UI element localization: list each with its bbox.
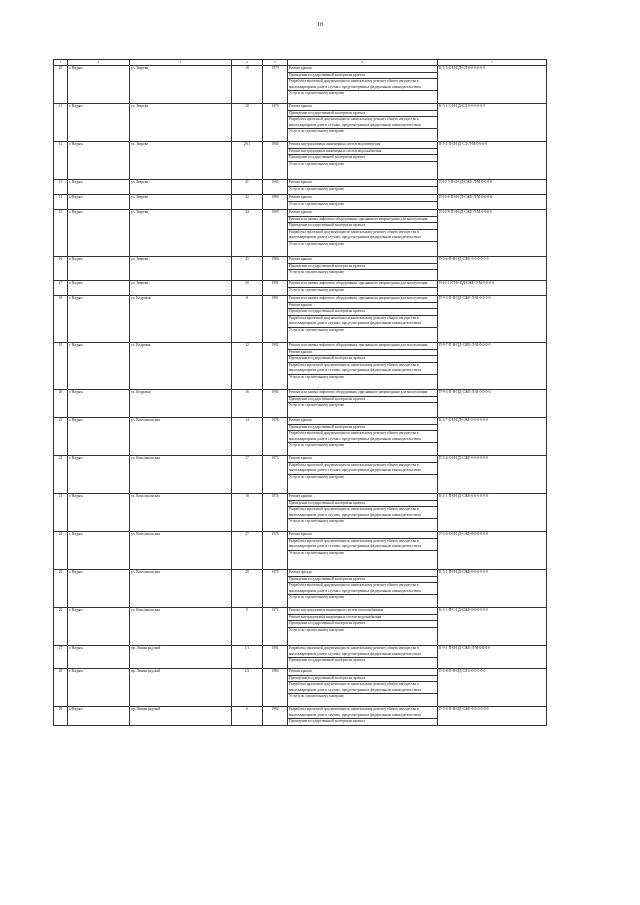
work-item: Услуги по строительному контролю [289,595,345,599]
work-item: Ремонт крыши [288,456,437,463]
works-cell [288,532,438,570]
work-item: Ремонт крыши [288,104,437,111]
works-cell [288,456,438,494]
work-item: Услуги по строительному контролю [289,201,345,206]
table-row [54,210,547,257]
work-item: Разработка проектной документации по капитальному ремонту общего имущества в многоквартирном доме в случаях, предусмотренных федеральным законодательством [288,507,437,519]
house-cell: 18 [232,66,263,104]
table-row [54,608,547,646]
street-cell: ул. Зверева [130,180,232,195]
code-cell: К-4-1-П-Н-ЦД-СЖЕ-0-0-0-0-0-0 [438,494,547,532]
work-item: Ремонт или замена лифтового оборудования, признанного непригодным для эксплуатации [288,343,437,350]
city-cell: г. Надым [68,456,130,494]
code-cell: К-4-7-С-Н-ЦД-СЖЕ-0-0-0-0-0-0 [438,418,547,456]
city-cell: г. Надым [68,142,130,180]
work-item: Разработка проектной документации по капитальному ремонту общего имущества в многоквартирном доме в случаях, предусмотренных федеральным законодательством [288,230,437,242]
works-cell [288,570,438,608]
row-number: 23 [54,494,68,532]
work-item: Разработка проектной документации по капитальному ремонту общего имущества в многоквартирном доме в случаях, предусмотренных федеральным законодательством [288,682,437,694]
row-number: 27 [54,646,68,669]
work-item: Ремонт крыши [288,303,437,310]
table-row [54,195,547,210]
code-cell: П-10-11-П-Н-ЦД-СЖЕ-Л-М-0-0-0-0 [438,281,547,296]
work-item: Ремонт крыши [288,195,437,202]
code-cell: П-9-7-П-Н-ЦД-СЖЕ-Л-М-0-0-0-0 [438,343,547,390]
work-item: Ремонт фасада [288,570,437,577]
city-cell: г. Надым [68,494,130,532]
code-cell: П-9-3-П-Н-ЦД-СЖЕ-Л-М-0-0-0-0 [438,296,547,343]
street-cell: ул. Зверева [130,104,232,142]
house-cell: 1/1 [232,646,263,669]
works-cell [288,281,438,296]
work-item: Ремонт внутридомовых инженерных систем теплоснабжения [288,608,437,615]
work-item: Ремонт внутридомовых инженерных систем водоснабжения [288,615,437,622]
city-cell: г. Надым [68,608,130,646]
row-number: 18 [54,296,68,343]
table-row [54,343,547,390]
house-cell: 28 [232,104,263,142]
year-cell: 1985 [263,180,288,195]
work-item: Проведение государственной экспертизы проекта [288,309,437,316]
street-cell: ул. Кедровая [130,296,232,343]
house-cell: 12 [232,343,263,390]
city-cell: г. Надым [68,707,130,726]
street-cell: ул. Зверева [130,257,232,281]
work-item: Разработка проектной документации по капитальному ремонту общего имущества в многоквартирном доме в случаях, предусмотренных федеральным законодательством [288,707,437,719]
work-item: Услуги по строительному контролю [289,443,345,447]
work-item: Ремонт внутридомовых инженерных систем водоснабжения [288,149,437,156]
table-row [54,66,547,104]
work-item: Ремонт крыши [288,66,437,73]
city-cell: г. Надым [68,281,130,296]
work-item: Услуги по строительному контролю [289,550,345,555]
house-cell: 8 [232,296,263,343]
city-cell: г. Надым [68,180,130,195]
row-number: 14 [54,195,68,210]
works-cell [288,142,438,180]
code-cell: П-10-8-П-Н-ЦД-СЖЕ-Л-М-0-0-0-0 [438,195,547,210]
work-item: Услуги по строительному контролю [289,91,345,95]
city-cell: г. Надым [68,210,130,257]
work-item: Разработка проектной документации по капитальному ремонту общего имущества в многоквартирном доме в случаях, предусмотренных федеральным законодательством [288,431,437,443]
house-cell: 9 [232,608,263,646]
works-cell [288,608,438,646]
work-item: Разработка проектной документации по капитальному ремонту общего имущества в многоквартирном доме в случаях, предусмотренных федеральным законодательством [288,463,437,475]
street-cell: пр. Ленинградский [130,707,232,726]
house-cell: 42 [232,195,263,210]
table-row [54,707,547,726]
table-row [54,570,547,608]
work-item: Услуги по строительному контролю [289,327,345,332]
city-cell: г. Надым [68,646,130,669]
work-item: Проведение государственной экспертизы проекта [289,658,366,662]
table-row [54,142,547,180]
year-cell: 1976 [263,494,288,532]
year-cell: 1991 [263,296,288,343]
work-item: Ремонт внутридомовых инженерных систем водоотведения [288,142,437,149]
work-item: Разработка проектной документации по капитальному ремонту общего имущества в многоквартирном доме в случаях, предусмотренных федеральным законодательством [288,117,437,129]
work-item: Проведение государственной экспертизы проекта [288,223,437,230]
table-row [54,646,547,669]
work-item: Ремонт или замена лифтового оборудования, признанного непригодным для эксплуатации [288,217,437,224]
year-cell: 1982 [263,707,288,726]
street-cell: ул. Зверева [130,210,232,257]
table-row [54,532,547,570]
code-cell: П-5-4-С-Н-ЦД-СЖЕ-0-0-0-0-0-0 [438,532,547,570]
column-header: 4 [232,60,263,66]
works-cell [288,66,438,104]
works-cell [288,296,438,343]
city-cell: г. Надым [68,66,130,104]
column-header: 7 [438,60,547,66]
street-cell: ул. Комсомольская [130,418,232,456]
column-header: 2 [68,60,130,66]
year-cell: 1975 [263,570,288,608]
row-number: 24 [54,532,68,570]
table-row [54,418,547,456]
house-cell: 14 [232,418,263,456]
code-cell: К-3-1-П-С-ЦД-СЖЕ-0-0-0-0-0-0 [438,608,547,646]
street-cell: ул. Комсомольская [130,570,232,608]
year-cell: 1974 [263,608,288,646]
works-cell [288,180,438,195]
year-cell: 1973 [263,456,288,494]
code-cell: К-5-1-С-Н-ЦД-СЛ-0-0-0-0-0-0 [438,104,547,142]
table-row [54,296,547,343]
table-row [54,180,547,195]
row-number: 15 [54,210,68,257]
work-item: Ремонт крыши [288,418,437,425]
street-cell: ул. Комсомольская [130,532,232,570]
work-item: Проведение государственной экспертизы проекта [288,501,437,508]
table-row [54,104,547,142]
city-cell: г. Надым [68,669,130,707]
code-cell: К-9-1-П-Н-ЦД-СЖЕ-Л-М-0-0-0-0 [438,646,547,669]
city-cell: г. Надым [68,104,130,142]
year-cell: 1989 [263,195,288,210]
city-cell: г. Надым [68,532,130,570]
row-number: 11 [54,104,68,142]
works-cell [288,257,438,281]
row-number: 21 [54,418,68,456]
house-cell: 2/2 [232,669,263,707]
code-cell: П-5-8-П-Н-ЦД-СЛ-0-0-0-0-0-0 [438,669,547,707]
works-cell [288,707,438,726]
work-item: Услуги по строительному контролю [289,129,345,133]
city-cell: г. Надым [68,296,130,343]
house-cell: 41 [232,180,263,195]
work-item: Ремонт крыши [288,257,437,264]
house-cell: 29/1 [232,142,263,180]
year-cell: 1975 [263,532,288,570]
work-item: Услуги по строительному контролю [289,374,345,379]
work-item: Услуги по строительному контролю [289,287,345,292]
work-item: Ремонт крыши [288,350,437,357]
row-number: 10 [54,66,68,104]
code-cell: П-5-4-П-Н-ЦД-СЖЕ-0-0-0-0-0-0 [438,707,547,726]
column-header: 1 [54,60,68,66]
works-cell [288,210,438,257]
works-cell [288,343,438,390]
street-cell: пр. Ленинградский [130,646,232,669]
work-item: Разработка проектной документации по капитальному ремонту общего имущества в многоквартирном доме в случаях, предусмотренных федеральным законодательством [288,646,437,658]
work-item: Услуги по строительному контролю [289,270,345,274]
row-number: 29 [54,707,68,726]
table-row [54,456,547,494]
house-cell: 6 [232,707,263,726]
street-cell: ул. Комсомольская [130,608,232,646]
row-number: 13 [54,180,68,195]
work-item: Разработка проектной документации по капитальному ремонту общего имущества в многоквартирном доме в случаях, предусмотренных федеральным законодательством [288,316,437,328]
row-number: 17 [54,281,68,296]
year-cell: 1989 [263,210,288,257]
code-cell: П-10-7-П-Н-ЦД-СЖЕ-Л-М-0-0-0-0 [438,180,547,195]
work-item: Услуги по строительному контролю [289,519,345,523]
work-item: Услуги по строительному контролю [289,403,345,407]
work-item: Проведение государственной экспертизы проекта [288,264,437,271]
year-cell: 1994 [263,390,288,418]
house-cell: 17 [232,456,263,494]
city-cell: г. Надым [68,257,130,281]
page-number: 18 [317,22,323,28]
work-item: Проведение государственной экспертизы проекта [288,111,437,118]
column-header: 5 [263,60,288,66]
street-cell: ул. Кедровая [130,390,232,418]
row-number: 22 [54,456,68,494]
year-cell: 1976 [263,418,288,456]
work-item: Проведение государственной экспертизы проекта [288,621,437,628]
work-item: Разработка проектной документации по капитальному ремонту общего имущества в многоквартирном доме в случаях, предусмотренных федеральным законодательством [288,583,437,595]
street-cell: ул. Комсомольская [130,494,232,532]
row-number: 19 [54,343,68,390]
works-cell [288,195,438,210]
work-item: Ремонт крыши [288,532,437,539]
row-number: 16 [54,257,68,281]
works-cell [288,390,438,418]
work-item: Ремонт или замена лифтового оборудования, признанного непригодным для эксплуатации [288,390,437,397]
year-cell: 1984 [263,142,288,180]
work-item: Проведение государственной экспертизы проекта [289,719,366,723]
work-item: Услуги по строительному контролю [289,627,345,632]
row-number: 26 [54,608,68,646]
work-item: Проведение государственной экспертизы проекта [288,577,437,584]
house-cell: 45 [232,257,263,281]
city-cell: г. Надым [68,418,130,456]
row-number: 20 [54,390,68,418]
works-cell [288,646,438,669]
year-cell: 1992 [263,343,288,390]
street-cell: ул. Зверева [130,142,232,180]
work-item: Проведение государственной экспертизы проекта [288,676,437,683]
city-cell: г. Надым [68,390,130,418]
street-cell: ул. Кедровая [130,343,232,390]
work-item: Услуги по строительному контролю [289,694,345,698]
works-cell [288,418,438,456]
row-number: 25 [54,570,68,608]
work-item: Услуги по строительному контролю [289,241,345,246]
housing-repair-table [53,59,547,726]
work-item: Ремонт крыши [288,669,437,676]
work-item: Ремонт крыши [288,494,437,501]
row-number: 12 [54,142,68,180]
code-cell: К-5-3-С-Н-ЦД-СЛ-0-0-0-0-0-0 [438,66,547,104]
work-item: Ремонт или замена лифтового оборудования, признанного непригодным для эксплуатации [288,296,437,303]
work-item: Разработка проектной документации по капитальному ремонту общего имущества в многоквартирном доме в случаях, предусмотренных федеральным законодательством [288,79,437,91]
column-header: 6 [288,60,438,66]
column-header: 3 [130,60,232,66]
code-cell: П-10-8-П-Н-ЦД-СЖЕ-Л-М-0-0-0-0 [438,210,547,257]
city-cell: г. Надым [68,570,130,608]
year-cell: 1984 [263,257,288,281]
table-row [54,257,547,281]
code-cell: К-5-1-П-П-ЦД-СЛ-Л-М-0-0-0-0 [438,142,547,180]
house-cell: 18 [232,494,263,532]
code-cell: К-5-1-П-Н-ЦД-СЖЕ-0-0-0-0-0-0 [438,570,547,608]
year-cell: 1979 [263,66,288,104]
year-cell: 1984 [263,669,288,707]
code-cell: П-9-3-П-Н-ЦД-СЖЕ-Л-М-0-0-0-0 [438,390,547,418]
work-item: Услуги по строительному контролю [289,186,345,191]
year-cell: 1991 [263,281,288,296]
street-cell: ул. Зверева [130,66,232,104]
year-cell: 1979 [263,104,288,142]
work-item: Услуги по строительному контролю [289,474,345,479]
street-cell: ул. Зверева [130,281,232,296]
city-cell: г. Надым [68,343,130,390]
city-cell: г. Надым [68,195,130,210]
works-cell [288,104,438,142]
house-cell: 29 [232,570,263,608]
works-cell [288,494,438,532]
street-cell: пр. Ленинградский [130,669,232,707]
year-cell: 1991 [263,646,288,669]
work-item: Разработка проектной документации по капитальному ремонту общего имущества в многоквартирном доме в случаях, предусмотренных федеральным законодательством [288,539,437,551]
table-row [54,669,547,707]
work-item: Проведение государственной экспертизы проекта [288,73,437,80]
work-item: Ремонт крыши [288,180,437,187]
work-item: Проведение государственной экспертизы проекта [288,425,437,432]
house-cell: 50 [232,281,263,296]
work-item: Проведение государственной экспертизы проекта [288,356,437,363]
table-row [54,390,547,418]
house-cell: 44 [232,210,263,257]
house-cell: 16 [232,390,263,418]
house-cell: 27 [232,532,263,570]
street-cell: ул. Комсомольская [130,456,232,494]
work-item: Разработка проектной документации по капитальному ремонту общего имущества в многоквартирном доме в случаях, предусмотренных федеральным законодательством [288,363,437,375]
works-cell [288,669,438,707]
work-item: Проведение государственной экспертизы проекта [288,397,437,404]
street-cell: ул. Зверева [130,195,232,210]
code-cell: П-5-4-П-Н-ЦД-СЖЕ-0-0-0-0-0-0 [438,257,547,281]
work-item: Ремонт или замена лифтового оборудования, признанного непригодным для эксплуатации [288,281,437,288]
work-item: Услуги по строительному контролю [289,161,345,166]
table-row [54,281,547,296]
code-cell: П-5-4-С-Н-ЦД-СЖЕ-0-0-0-0-0-0 [438,456,547,494]
table-row [54,494,547,532]
work-item: Проведение государственной экспертизы проекта [288,155,437,162]
row-number: 28 [54,669,68,707]
work-item: Ремонт крыши [288,210,437,217]
